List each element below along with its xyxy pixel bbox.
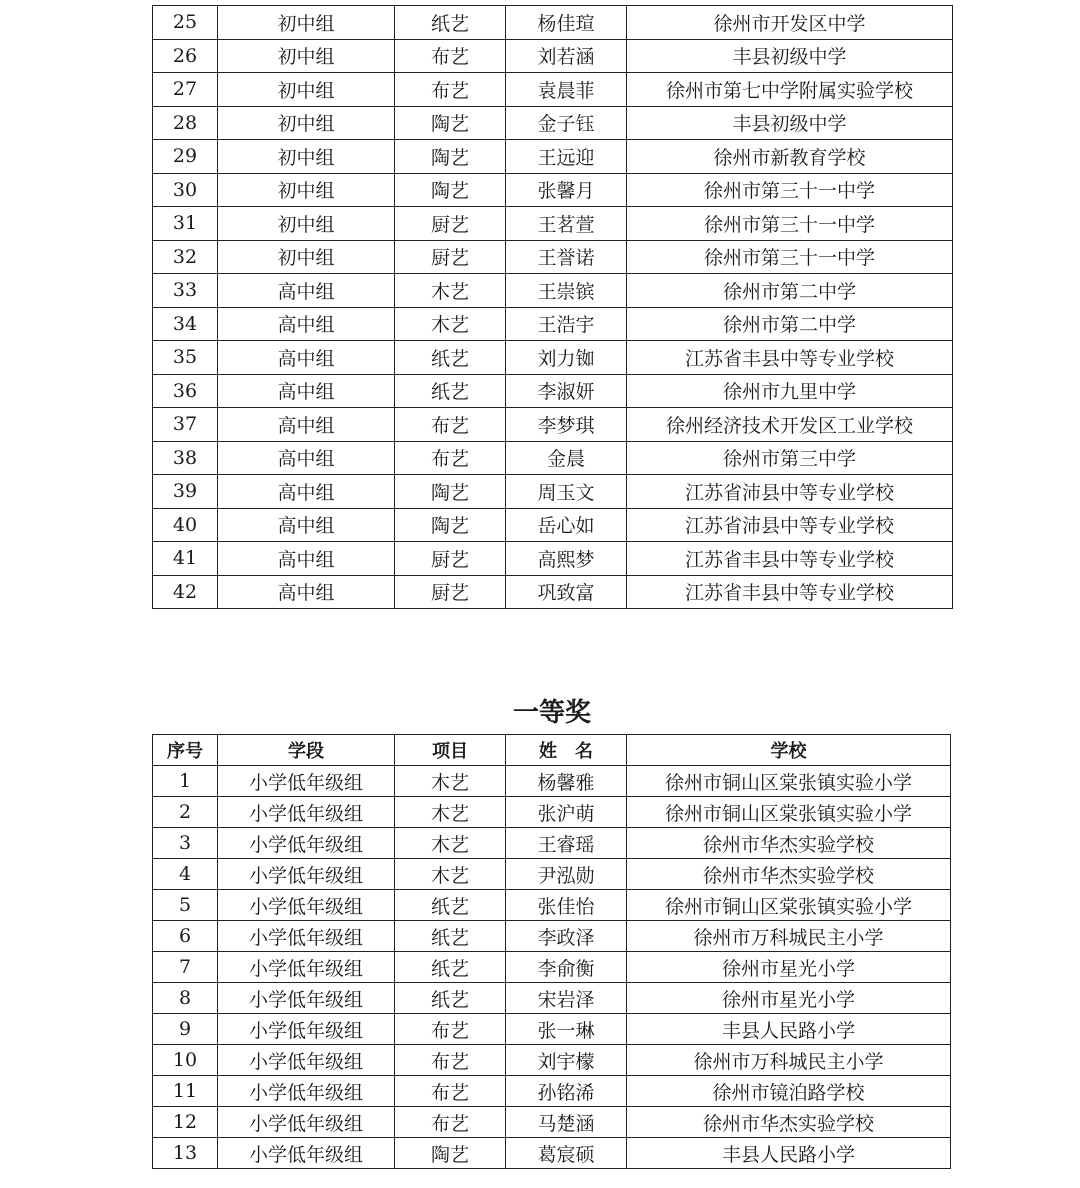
table-row [153,1045,951,1076]
cell-level: 初中组 [218,140,395,174]
cell-index: 40 [153,508,218,542]
table-row [153,106,953,140]
cell-index: 41 [153,542,218,576]
cell-name: 葛宸硕 [506,1138,627,1169]
cell-level: 初中组 [218,73,395,107]
cell-level: 初中组 [218,106,395,140]
cell-level: 小学低年级组 [218,1138,395,1169]
cell-name: 王茗萱 [506,207,627,241]
cell-level: 初中组 [218,6,395,40]
cell-school: 徐州市华杰实验学校 [627,859,951,890]
cell-index: 28 [153,106,218,140]
cell-category: 布艺 [395,408,506,442]
table-row [153,140,953,174]
table-row [153,828,951,859]
cell-category: 木艺 [395,828,506,859]
cell-name: 宋岩泽 [506,983,627,1014]
cell-category: 纸艺 [395,374,506,408]
cell-category: 木艺 [395,797,506,828]
cell-school: 徐州市第三十一中学 [627,173,953,207]
cell-level: 初中组 [218,39,395,73]
cell-category: 纸艺 [395,6,506,40]
cell-name: 孙铭浠 [506,1076,627,1107]
cell-level: 初中组 [218,240,395,274]
cell-index: 9 [153,1014,218,1045]
header-category: 项目 [395,735,506,766]
cell-school: 徐州市铜山区棠张镇实验小学 [627,766,951,797]
cell-name: 周玉文 [506,475,627,509]
cell-index: 32 [153,240,218,274]
cell-level: 高中组 [218,408,395,442]
cell-level: 高中组 [218,542,395,576]
cell-level: 小学低年级组 [218,766,395,797]
table-row [153,173,953,207]
cell-category: 陶艺 [395,1138,506,1169]
cell-index: 5 [153,890,218,921]
table-row [153,508,953,542]
header-school: 学校 [627,735,951,766]
cell-level: 高中组 [218,475,395,509]
cell-name: 高熙梦 [506,542,627,576]
cell-index: 35 [153,341,218,375]
cell-category: 布艺 [395,1014,506,1045]
table-row [153,341,953,375]
cell-index: 39 [153,475,218,509]
table-row [153,240,953,274]
cell-school: 徐州市万科城民主小学 [627,921,951,952]
cell-school: 徐州市第二中学 [627,274,953,308]
cell-index: 6 [153,921,218,952]
cell-name: 王睿瑶 [506,828,627,859]
cell-school: 徐州市铜山区棠张镇实验小学 [627,890,951,921]
cell-level: 小学低年级组 [218,983,395,1014]
first-prize-table [152,734,951,1169]
cell-index: 33 [153,274,218,308]
cell-category: 陶艺 [395,475,506,509]
table-row [153,475,953,509]
cell-school: 江苏省丰县中等专业学校 [627,575,953,609]
cell-category: 纸艺 [395,983,506,1014]
cell-level: 高中组 [218,307,395,341]
cell-level: 高中组 [218,508,395,542]
cell-level: 小学低年级组 [218,1045,395,1076]
header-index: 序号 [153,735,218,766]
cell-category: 木艺 [395,859,506,890]
header-level: 学段 [218,735,395,766]
table-row [153,1138,951,1169]
cell-category: 布艺 [395,39,506,73]
table-row [153,921,951,952]
cell-name: 巩致富 [506,575,627,609]
cell-index: 34 [153,307,218,341]
cell-category: 厨艺 [395,542,506,576]
cell-index: 1 [153,766,218,797]
cell-name: 李俞衡 [506,952,627,983]
award-table-continued [152,5,953,609]
cell-index: 7 [153,952,218,983]
cell-school: 徐州市镜泊路学校 [627,1076,951,1107]
cell-index: 25 [153,6,218,40]
cell-category: 陶艺 [395,140,506,174]
cell-school: 徐州市第三十一中学 [627,207,953,241]
cell-school: 徐州市星光小学 [627,983,951,1014]
cell-school: 江苏省丰县中等专业学校 [627,341,953,375]
table-row [153,307,953,341]
cell-level: 高中组 [218,341,395,375]
cell-index: 31 [153,207,218,241]
cell-level: 初中组 [218,173,395,207]
cell-index: 36 [153,374,218,408]
table-row [153,797,951,828]
cell-index: 13 [153,1138,218,1169]
cell-index: 2 [153,797,218,828]
cell-index: 11 [153,1076,218,1107]
cell-school: 江苏省丰县中等专业学校 [627,542,953,576]
cell-school: 徐州市第七中学附属实验学校 [627,73,953,107]
cell-school: 徐州市万科城民主小学 [627,1045,951,1076]
cell-level: 小学低年级组 [218,890,395,921]
table-row [153,207,953,241]
table-header-row [153,735,951,766]
cell-level: 小学低年级组 [218,797,395,828]
cell-level: 高中组 [218,575,395,609]
cell-name: 金子钰 [506,106,627,140]
cell-level: 高中组 [218,374,395,408]
cell-name: 刘若涵 [506,39,627,73]
table-row [153,766,951,797]
cell-category: 布艺 [395,1076,506,1107]
cell-level: 初中组 [218,207,395,241]
cell-index: 8 [153,983,218,1014]
cell-index: 26 [153,39,218,73]
table-row [153,39,953,73]
table-row [153,1014,951,1045]
cell-school: 徐州市新教育学校 [627,140,953,174]
cell-name: 杨佳瑄 [506,6,627,40]
award-table-continued-body [153,6,953,609]
cell-category: 陶艺 [395,106,506,140]
cell-category: 木艺 [395,766,506,797]
cell-level: 小学低年级组 [218,859,395,890]
table-row [153,441,953,475]
cell-index: 27 [153,73,218,107]
cell-school: 徐州市开发区中学 [627,6,953,40]
cell-category: 布艺 [395,1107,506,1138]
cell-index: 30 [153,173,218,207]
table-row [153,408,953,442]
section-title-first-prize: 一等奖 [512,698,591,728]
cell-index: 37 [153,408,218,442]
cell-level: 小学低年级组 [218,1014,395,1045]
cell-school: 徐州市华杰实验学校 [627,1107,951,1138]
cell-index: 12 [153,1107,218,1138]
cell-level: 小学低年级组 [218,1076,395,1107]
header-name: 姓 名 [506,735,627,766]
cell-category: 布艺 [395,73,506,107]
cell-school: 徐州市第三十一中学 [627,240,953,274]
cell-category: 厨艺 [395,240,506,274]
cell-name: 岳心如 [506,508,627,542]
cell-name: 尹泓勋 [506,859,627,890]
cell-school: 徐州市九里中学 [627,374,953,408]
cell-level: 高中组 [218,274,395,308]
table-row [153,575,953,609]
cell-name: 张馨月 [506,173,627,207]
cell-category: 厨艺 [395,207,506,241]
cell-name: 李梦琪 [506,408,627,442]
cell-school: 徐州经济技术开发区工业学校 [627,408,953,442]
cell-category: 纸艺 [395,890,506,921]
cell-name: 袁晨菲 [506,73,627,107]
cell-name: 李政泽 [506,921,627,952]
table-row [153,859,951,890]
table-row [153,890,951,921]
cell-name: 刘宇檬 [506,1045,627,1076]
cell-school: 徐州市华杰实验学校 [627,828,951,859]
cell-name: 刘力铷 [506,341,627,375]
cell-category: 纸艺 [395,341,506,375]
cell-name: 李淑妍 [506,374,627,408]
cell-index: 29 [153,140,218,174]
cell-school: 徐州市星光小学 [627,952,951,983]
table-row [153,952,951,983]
table-row [153,6,953,40]
cell-level: 小学低年级组 [218,1107,395,1138]
cell-school: 丰县初级中学 [627,106,953,140]
table-row [153,983,951,1014]
cell-category: 布艺 [395,441,506,475]
cell-category: 纸艺 [395,952,506,983]
cell-category: 纸艺 [395,921,506,952]
cell-school: 丰县人民路小学 [627,1138,951,1169]
cell-category: 陶艺 [395,508,506,542]
cell-school: 徐州市铜山区棠张镇实验小学 [627,797,951,828]
cell-index: 4 [153,859,218,890]
cell-category: 厨艺 [395,575,506,609]
table-row [153,73,953,107]
cell-level: 小学低年级组 [218,828,395,859]
cell-name: 王远迎 [506,140,627,174]
table-row [153,542,953,576]
cell-category: 陶艺 [395,173,506,207]
cell-index: 3 [153,828,218,859]
cell-school: 江苏省沛县中等专业学校 [627,475,953,509]
cell-level: 小学低年级组 [218,921,395,952]
cell-level: 高中组 [218,441,395,475]
cell-name: 王浩宇 [506,307,627,341]
cell-category: 木艺 [395,307,506,341]
cell-school: 徐州市第二中学 [627,307,953,341]
cell-school: 丰县初级中学 [627,39,953,73]
table-row [153,274,953,308]
cell-category: 木艺 [395,274,506,308]
cell-index: 42 [153,575,218,609]
table-row [153,1107,951,1138]
cell-index: 10 [153,1045,218,1076]
cell-school: 徐州市第三中学 [627,441,953,475]
cell-name: 张沪萌 [506,797,627,828]
cell-level: 小学低年级组 [218,952,395,983]
cell-name: 张一琳 [506,1014,627,1045]
cell-index: 38 [153,441,218,475]
cell-name: 张佳怡 [506,890,627,921]
cell-name: 王崇镔 [506,274,627,308]
cell-name: 王誉诺 [506,240,627,274]
cell-school: 江苏省沛县中等专业学校 [627,508,953,542]
cell-name: 马楚涵 [506,1107,627,1138]
cell-name: 杨馨雅 [506,766,627,797]
first-prize-table-body [153,766,951,1169]
table-row [153,374,953,408]
table-row [153,1076,951,1107]
cell-school: 丰县人民路小学 [627,1014,951,1045]
cell-name: 金晨 [506,441,627,475]
cell-category: 布艺 [395,1045,506,1076]
